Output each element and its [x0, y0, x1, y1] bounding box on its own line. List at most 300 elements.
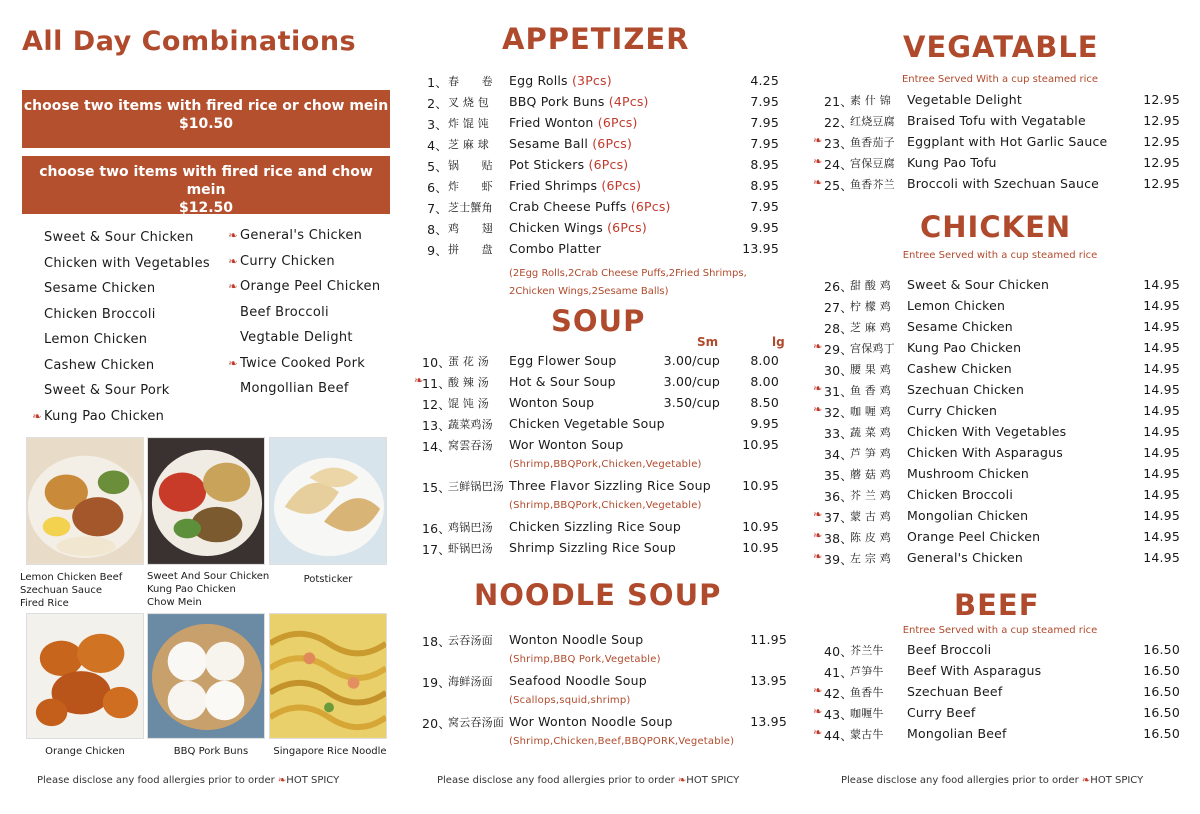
item-name-text: Chicken Wings	[509, 220, 603, 235]
combo-item-label: General's Chicken	[240, 228, 363, 243]
item-number: 35、	[824, 468, 854, 483]
item-quantity: (4Pcs)	[608, 94, 649, 109]
item-chinese-name: 芝 麻 鸡	[850, 321, 891, 334]
combo-item	[30, 302, 220, 328]
photo-caption-2-line3: Chow Mein	[147, 597, 202, 608]
item-description-row	[400, 458, 800, 478]
item-name	[907, 466, 1029, 481]
item-number: 11、	[422, 376, 452, 391]
item-name-text: Curry Beef	[907, 705, 976, 720]
item-chinese-name: 叉 烧 包	[448, 96, 489, 109]
item-chinese-name: 鸡锅巴汤	[448, 521, 493, 534]
item-chinese-name: 三鲜锅巴汤	[448, 480, 504, 493]
item-price: 14.95	[1143, 424, 1180, 439]
chili-pepper-icon: ❧	[228, 356, 238, 370]
combinations-column	[0, 0, 400, 814]
photo-caption-6: Singapore Rice Noodle	[273, 746, 387, 757]
item-chinese-name: 腰 果 鸡	[850, 363, 891, 376]
item-chinese-name: 鱼香牛	[850, 686, 884, 699]
item-price: 12.95	[1143, 176, 1180, 191]
item-name	[907, 298, 1005, 313]
menu-item	[400, 395, 800, 416]
item-number: 41、	[824, 665, 854, 680]
item-number: 1、	[427, 75, 448, 90]
photo-lemon-chicken-combo	[26, 437, 144, 565]
photo-caption-5: BBQ Pork Buns	[173, 746, 249, 757]
item-chinese-name: 宫保豆腐	[850, 157, 895, 170]
item-description: (Shrimp,BBQ Pork,Vegetable)	[509, 653, 661, 665]
combo-platter-desc-1: (2Egg Rolls,2Crab Cheese Puffs,2Fried Shrimps,	[509, 268, 747, 279]
allergy-note-2	[437, 775, 739, 786]
item-chinese-name: 春 卷	[448, 75, 493, 88]
combo-offer-2	[22, 156, 390, 214]
item-name	[509, 540, 676, 555]
item-price: 16.50	[1143, 663, 1180, 678]
menu-item	[400, 199, 800, 220]
item-quantity: (6Pcs)	[607, 220, 647, 235]
item-price: 4.25	[750, 73, 779, 88]
item-name-text: Egg Flower Soup	[509, 353, 617, 368]
beef-title: BEEF	[954, 588, 1040, 622]
chili-pepper-icon: ❧	[32, 409, 42, 423]
item-name-text: Sweet & Sour Chicken	[907, 277, 1050, 292]
item-name-text: Mongolian Beef	[907, 726, 1007, 741]
allergy-text: Please disclose any food allergies prior to order	[37, 775, 275, 786]
menu-item	[800, 424, 1200, 445]
item-price: 14.95	[1143, 277, 1180, 292]
item-chinese-name: 炸 虾	[448, 180, 493, 193]
item-chinese-name: 窝云吞汤面	[448, 716, 504, 729]
item-chinese-name: 芦笋牛	[850, 665, 884, 678]
item-number: 23、	[824, 136, 854, 151]
item-name-text: Wor Wonton Soup	[509, 437, 624, 452]
combo-item	[30, 353, 220, 379]
item-number: 44、	[824, 728, 854, 743]
menu-item	[800, 642, 1200, 663]
item-name	[907, 663, 1041, 678]
item-price: 9.95	[750, 220, 779, 235]
chicken-note: Entree Served with a cup steamed rice	[902, 250, 1098, 261]
item-name-text: Chicken With Asparagus	[907, 445, 1063, 460]
chili-pepper-icon: ❧	[813, 508, 823, 521]
item-name-text: Mongolian Chicken	[907, 508, 1029, 523]
item-price: 14.95	[1143, 466, 1180, 481]
menu-item	[400, 519, 800, 540]
item-chinese-name: 芥 兰 鸡	[850, 489, 891, 502]
item-number: 26、	[824, 279, 854, 294]
photo-caption-1-line3: Fired Rice	[20, 598, 69, 609]
item-name	[509, 220, 647, 235]
appetizer-list	[400, 73, 800, 262]
combo-item	[226, 376, 396, 402]
item-name-text: Pot Stickers	[509, 157, 585, 172]
appetizer-title: APPETIZER	[502, 22, 690, 56]
combo-item	[30, 327, 220, 353]
item-number: 5、	[427, 159, 448, 174]
chili-pepper-icon: ❧	[813, 403, 823, 416]
item-price: 7.95	[750, 199, 779, 214]
photo-bbq-pork-buns	[147, 613, 265, 739]
item-number: 33、	[824, 426, 854, 441]
photo-caption-2-line2: Kung Pao Chicken	[147, 584, 236, 595]
item-price-large: 8.50	[750, 395, 779, 410]
item-name-text: Mushroom Chicken	[907, 466, 1030, 481]
item-number: 25、	[824, 178, 854, 193]
item-price: 7.95	[750, 136, 779, 151]
item-price: 11.95	[750, 632, 787, 647]
item-number: 32、	[824, 405, 854, 420]
menu-item	[400, 115, 800, 136]
item-name	[907, 642, 991, 657]
combo-item	[226, 249, 396, 275]
item-number: 42、	[824, 686, 854, 701]
item-price: 14.95	[1143, 529, 1180, 544]
item-name-text: Seafood Noodle Soup	[509, 673, 647, 688]
item-number: 17、	[422, 542, 452, 557]
item-number: 37、	[824, 510, 854, 525]
item-name	[509, 632, 643, 647]
vegetable-note: Entree Served With a cup steamed rice	[901, 74, 1099, 85]
item-number: 40、	[824, 644, 854, 659]
menu-item	[800, 134, 1200, 155]
item-name	[907, 277, 1049, 292]
item-chinese-name: 陈 皮 鸡	[850, 531, 891, 544]
combo-item-label: Mongollian Beef	[240, 381, 349, 396]
item-name	[509, 416, 665, 431]
item-price: 12.95	[1143, 134, 1180, 149]
menu-item	[800, 113, 1200, 134]
vegetable-title: VEGATABLE	[903, 30, 1099, 64]
item-name	[907, 319, 1013, 334]
photo-caption-1	[20, 571, 145, 610]
item-name-text: Orange Peel Chicken	[907, 529, 1041, 544]
item-name-text: Sesame Chicken	[907, 319, 1013, 334]
noodle-soup-title: NOODLE SOUP	[474, 578, 722, 612]
item-name-text: Wonton Noodle Soup	[509, 632, 644, 647]
allergy-text: Please disclose any food allergies prior to order	[841, 775, 1079, 786]
item-name	[509, 353, 617, 368]
menu-item	[800, 340, 1200, 361]
combo-item	[226, 351, 396, 377]
vegetable-list	[800, 92, 1200, 197]
photo-caption-1-line1: Lemon Chicken Beef	[20, 572, 123, 583]
item-chinese-name: 蒙古牛	[850, 728, 884, 741]
photo-potsticker	[269, 437, 387, 565]
item-price: 14.95	[1143, 319, 1180, 334]
combo-offer-2-price: $12.50	[178, 200, 234, 216]
combo-item-label: Chicken with Vegetables	[44, 255, 210, 271]
item-name	[509, 157, 628, 172]
chili-pepper-icon: ❧	[228, 229, 238, 242]
item-chinese-name: 云吞汤面	[448, 634, 493, 647]
item-chinese-name: 芝 麻 球	[448, 138, 489, 151]
combo-items-right	[226, 223, 396, 402]
combo-item	[226, 223, 396, 249]
item-chinese-name: 素 什 锦	[850, 94, 891, 107]
item-name-text: Wonton Soup	[509, 395, 595, 410]
item-name	[509, 115, 638, 130]
beef-note: Entree Served with a cup steamed rice	[902, 625, 1098, 636]
item-name	[509, 519, 681, 534]
menu-item	[400, 353, 800, 374]
combo-item-label: Curry Chicken	[240, 253, 335, 269]
item-name	[509, 673, 647, 688]
combo-item	[30, 251, 220, 277]
photo-caption-2	[147, 570, 272, 609]
item-chinese-name: 海鲜汤面	[448, 675, 493, 688]
item-chinese-name: 蘑 菇 鸡	[850, 468, 891, 481]
item-chinese-name: 咖喱牛	[850, 707, 884, 720]
spicy-legend: HOT SPICY	[686, 775, 740, 786]
soup-large-header: lg	[772, 335, 785, 349]
item-name	[907, 705, 975, 720]
item-number: 43、	[824, 707, 854, 722]
item-name-text: Beef Broccoli	[907, 642, 992, 657]
photo-orange-chicken	[26, 613, 144, 739]
item-chinese-name: 芦 笋 鸡	[850, 447, 891, 460]
item-name	[907, 508, 1028, 523]
item-quantity: (6Pcs)	[630, 199, 671, 214]
item-number: 9、	[427, 243, 448, 258]
item-number: 7、	[427, 201, 448, 216]
combo-item	[30, 404, 220, 430]
item-number: 22、	[824, 115, 854, 130]
combo-item-label: Chicken Broccoli	[44, 306, 156, 322]
allergy-note-3	[841, 775, 1143, 786]
chili-pepper-icon: ❧	[813, 529, 823, 542]
item-number: 15、	[422, 480, 452, 495]
item-number: 29、	[824, 342, 854, 357]
item-name	[509, 437, 623, 452]
chili-pepper-icon: ❧	[228, 254, 238, 268]
item-number: 28、	[824, 321, 854, 336]
item-chinese-name: 鱼香茄子	[850, 136, 895, 149]
item-number: 27、	[824, 300, 854, 315]
item-price: 16.50	[1143, 684, 1180, 699]
item-price: 7.95	[750, 115, 779, 130]
item-chinese-name: 蒙 古 鸡	[850, 510, 891, 523]
food-photo-icon	[270, 614, 386, 738]
item-name-text: Eggplant with Hot Garlic Sauce	[907, 134, 1108, 149]
item-name	[907, 684, 1002, 699]
item-price: 16.50	[1143, 705, 1180, 720]
item-name-text: Szechuan Chicken	[907, 382, 1025, 397]
item-description: (Shrimp,Chicken,Beef,BBQPORK,Vegetable)	[509, 735, 735, 747]
item-name-text: Vegetable Delight	[907, 92, 1022, 107]
chili-pepper-icon: ❧	[813, 726, 823, 739]
item-number: 13、	[422, 418, 452, 433]
item-number: 12、	[422, 397, 452, 412]
item-chinese-name: 红烧豆腐	[850, 115, 895, 128]
chili-pepper-icon: ❧	[813, 176, 823, 189]
menu-item	[400, 178, 800, 199]
combo-offer-2-text: choose two items with fired rice and chow mein	[39, 164, 373, 198]
menu-item	[400, 540, 800, 561]
item-name	[509, 241, 601, 256]
menu-item	[800, 92, 1200, 113]
item-price-large: 10.95	[742, 519, 779, 534]
item-price: 14.95	[1143, 508, 1180, 523]
entree-column	[800, 0, 1200, 814]
item-price-large: 10.95	[742, 437, 779, 452]
item-name	[907, 340, 1021, 355]
item-name	[509, 178, 641, 193]
item-name-text: BBQ Pork Buns	[509, 94, 605, 109]
item-number: 30、	[824, 363, 854, 378]
chili-pepper-icon: ❧	[813, 134, 823, 147]
item-price: 14.95	[1143, 298, 1180, 313]
item-name-text: General's Chicken	[907, 550, 1023, 565]
item-price-large: 10.95	[742, 478, 779, 493]
combo-platter-desc-2: 2Chicken Wings,2Sesame Balls)	[509, 286, 669, 297]
item-name-text: Chicken With Vegetables	[907, 424, 1067, 439]
appetizer-soup-column	[400, 0, 800, 814]
item-quantity: (3Pcs)	[571, 73, 612, 88]
combo-item-label: Sweet & Sour Pork	[44, 383, 170, 398]
item-name	[907, 92, 1022, 107]
item-name	[907, 176, 1099, 191]
item-number: 4、	[427, 138, 448, 153]
food-photo-icon	[148, 438, 264, 564]
item-name	[509, 73, 612, 88]
item-name-text: Beef With Asparagus	[907, 663, 1042, 678]
combo-item-label: Beef Broccoli	[240, 304, 329, 320]
item-name-text: Curry Chicken	[907, 403, 998, 418]
photo-caption-3: Potsticker	[303, 574, 353, 585]
item-price: 13.95	[750, 714, 787, 729]
chili-pepper-icon: ❧	[813, 550, 823, 563]
item-price-small: 3.00/cup	[663, 353, 720, 368]
item-price: 12.95	[1143, 113, 1180, 128]
combo-item-label: Orange Peel Chicken	[240, 279, 381, 294]
item-number: 18、	[422, 634, 452, 649]
menu-item	[400, 437, 800, 458]
item-price: 14.95	[1143, 550, 1180, 565]
item-chinese-name: 虾锅巴汤	[448, 542, 493, 555]
item-number: 39、	[824, 552, 854, 567]
item-price: 14.95	[1143, 361, 1180, 376]
combo-offer-1	[22, 90, 390, 148]
item-chinese-name: 蛋 花 汤	[448, 355, 489, 368]
item-price: 13.95	[750, 673, 787, 688]
combo-item	[226, 325, 396, 351]
item-name-text: Chicken Vegetable Soup	[509, 416, 665, 431]
item-name-text: Egg Rolls	[509, 73, 568, 88]
item-price: 12.95	[1143, 92, 1180, 107]
combo-item	[30, 276, 220, 302]
item-chinese-name: 馄 饨 汤	[448, 397, 489, 410]
item-name	[907, 382, 1024, 397]
item-name-text: Chicken Broccoli	[907, 487, 1014, 502]
item-number: 36、	[824, 489, 854, 504]
item-name-text: Hot & Sour Soup	[509, 374, 616, 389]
item-name	[509, 714, 673, 729]
menu-item	[400, 241, 800, 262]
chicken-list	[800, 277, 1200, 571]
menu-item	[800, 663, 1200, 684]
item-name-text: Kung Pao Tofu	[907, 155, 997, 170]
combo-item-label: Twice Cooked Pork	[240, 355, 366, 371]
item-number: 2、	[427, 96, 448, 111]
photo-caption-2-line1: Sweet And Sour Chicken	[147, 571, 270, 582]
item-name-text: Fried Wonton	[509, 115, 594, 130]
item-description: (Shrimp,BBQPork,Chicken,Vegetable)	[509, 500, 702, 511]
item-name	[509, 395, 594, 410]
item-name	[907, 403, 997, 418]
chili-pepper-icon: ❧	[813, 382, 823, 395]
food-photo-icon	[27, 438, 143, 564]
combo-item	[30, 225, 220, 251]
item-name	[907, 445, 1063, 460]
combo-item-label: Vegtable Delight	[240, 330, 353, 345]
item-price: 14.95	[1143, 403, 1180, 418]
item-chinese-name: 拼 盘	[448, 243, 493, 256]
item-number: 38、	[824, 531, 854, 546]
item-chinese-name: 蔬 菜 鸡	[850, 426, 891, 439]
noodle-soup-list	[400, 632, 800, 755]
spicy-legend: HOT SPICY	[286, 775, 340, 786]
menu-item	[400, 136, 800, 157]
item-price: 14.95	[1143, 487, 1180, 502]
item-name-text: Chicken Sizzling Rice Soup	[509, 519, 682, 534]
menu-item	[400, 94, 800, 115]
item-price: 8.95	[750, 157, 779, 172]
item-name	[907, 550, 1023, 565]
item-quantity: (6Pcs)	[597, 115, 638, 130]
item-price-small: 3.00/cup	[663, 374, 720, 389]
item-number: 31、	[824, 384, 854, 399]
photo-singapore-noodle	[269, 613, 387, 739]
item-chinese-name: 鱼 香 鸡	[850, 384, 891, 397]
item-price-small: 3.50/cup	[663, 395, 720, 410]
combo-item-label: Kung Pao Chicken	[44, 408, 165, 424]
item-name-text: Sesame Ball	[509, 136, 589, 151]
menu-item	[800, 445, 1200, 466]
item-name-text: Wor Wonton Noodle Soup	[509, 714, 673, 729]
chili-pepper-icon: ❧	[813, 684, 823, 697]
menu-item	[800, 319, 1200, 340]
item-price: 16.50	[1143, 642, 1180, 657]
item-price-large: 8.00	[750, 374, 779, 389]
item-name-text: Fried Shrimps	[509, 178, 598, 193]
item-name-text: Crab Cheese Puffs	[509, 199, 627, 214]
item-number: 34、	[824, 447, 854, 462]
menu-item	[800, 508, 1200, 529]
item-name-text: Broccoli with Szechuan Sauce	[907, 176, 1100, 191]
combo-offer-1-text: choose two items with fired rice or chow mein	[23, 98, 389, 114]
combo-item-label: Lemon Chicken	[44, 332, 148, 347]
item-price: 8.95	[750, 178, 779, 193]
menu-item	[400, 220, 800, 241]
item-quantity: (6Pcs)	[601, 178, 642, 193]
chili-pepper-icon: ❧	[277, 775, 287, 786]
item-number: 6、	[427, 180, 448, 195]
item-name	[907, 424, 1066, 439]
photo-caption-4: Orange Chicken	[45, 746, 125, 757]
combo-item-label: Cashew Chicken	[44, 357, 155, 373]
item-name-text: Shrimp Sizzling Rice Soup	[509, 540, 676, 555]
menu-item	[400, 714, 800, 735]
item-price-large: 8.00	[750, 353, 779, 368]
item-name	[907, 726, 1007, 741]
combo-offer-1-price: $10.50	[178, 116, 234, 132]
item-name	[509, 478, 711, 493]
chili-pepper-icon: ❧	[813, 705, 823, 718]
menu-item	[400, 73, 800, 94]
menu-item	[400, 157, 800, 178]
item-number: 8、	[427, 222, 448, 237]
photo-caption-1-line2: Szechuan Sauce	[20, 585, 103, 596]
